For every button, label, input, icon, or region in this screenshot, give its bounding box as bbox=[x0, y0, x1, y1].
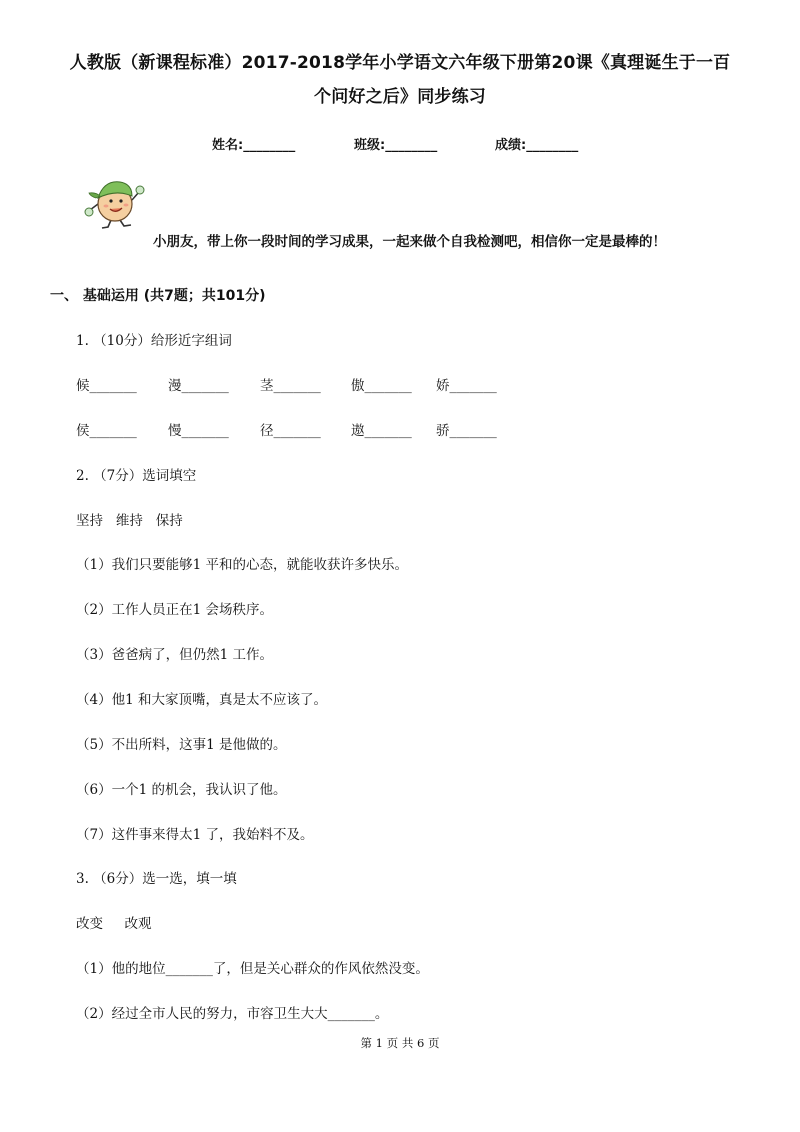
q1-heading: 1. （10分）给形近字组词 bbox=[76, 333, 232, 349]
q1-cell: 候_______ bbox=[76, 378, 137, 394]
class-field: 班级:________ bbox=[354, 138, 438, 153]
q2-item: （2）工作人员正在1 会场秩序。 bbox=[76, 602, 273, 618]
q1-cell: 侯_______ bbox=[76, 423, 137, 439]
q1-cell: 骄_______ bbox=[436, 423, 497, 439]
q3-options: 改变 改观 bbox=[76, 916, 152, 932]
q1-cell: 径_______ bbox=[260, 423, 321, 439]
q1-cell: 漫_______ bbox=[168, 378, 229, 394]
score-field: 成绩:________ bbox=[495, 138, 579, 153]
greeting-text: 小朋友，带上你一段时间的学习成果，一起来做个自我检测吧，相信你一定是最棒的！ bbox=[153, 234, 666, 250]
q1-cell: 慢_______ bbox=[168, 423, 229, 439]
section-title: 一、 基础运用 (共7题；共101分) bbox=[50, 288, 266, 304]
q1-cell: 娇_______ bbox=[436, 378, 497, 394]
name-field: 姓名:________ bbox=[212, 138, 296, 153]
page-footer: 第 1 页 共 6 页 bbox=[360, 1036, 440, 1050]
q2-item: （1）我们只要能够1 平和的心态，就能收获许多快乐。 bbox=[76, 557, 408, 573]
q1-cell: 傲_______ bbox=[351, 378, 412, 394]
q2-item: （7）这件事来得太1 了，我始料不及。 bbox=[76, 827, 314, 843]
title-line-1: 人教版（新课程标准）2017-2018学年小学语文六年级下册第20课《真理诞生于一百 bbox=[69, 53, 731, 73]
q3-item: （1）他的地位_______了，但是关心群众的作风依然没变。 bbox=[76, 961, 429, 977]
q2-options: 坚持 维持 保持 bbox=[76, 513, 183, 529]
q3-heading: 3. （6分）选一选，填一填 bbox=[76, 871, 237, 887]
q2-item: （5）不出所料，这事1 是他做的。 bbox=[76, 737, 287, 753]
q2-item: （4）他1 和大家顶嘴，真是太不应该了。 bbox=[76, 692, 327, 708]
cartoon-child-icon bbox=[84, 174, 146, 230]
student-info-row bbox=[0, 134, 800, 156]
q2-heading: 2. （7分）选词填空 bbox=[76, 468, 197, 484]
title-line-2: 个问好之后》同步练习 bbox=[314, 87, 486, 107]
q2-item: （6）一个1 的机会，我认识了他。 bbox=[76, 782, 287, 798]
page-title bbox=[40, 46, 760, 114]
q2-item: （3）爸爸病了，但仍然1 工作。 bbox=[76, 647, 273, 663]
q1-cell: 遨_______ bbox=[351, 423, 412, 439]
q3-item: （2）经过全市人民的努力，市容卫生大大_______。 bbox=[76, 1006, 389, 1022]
q1-cell: 茎_______ bbox=[260, 378, 321, 394]
